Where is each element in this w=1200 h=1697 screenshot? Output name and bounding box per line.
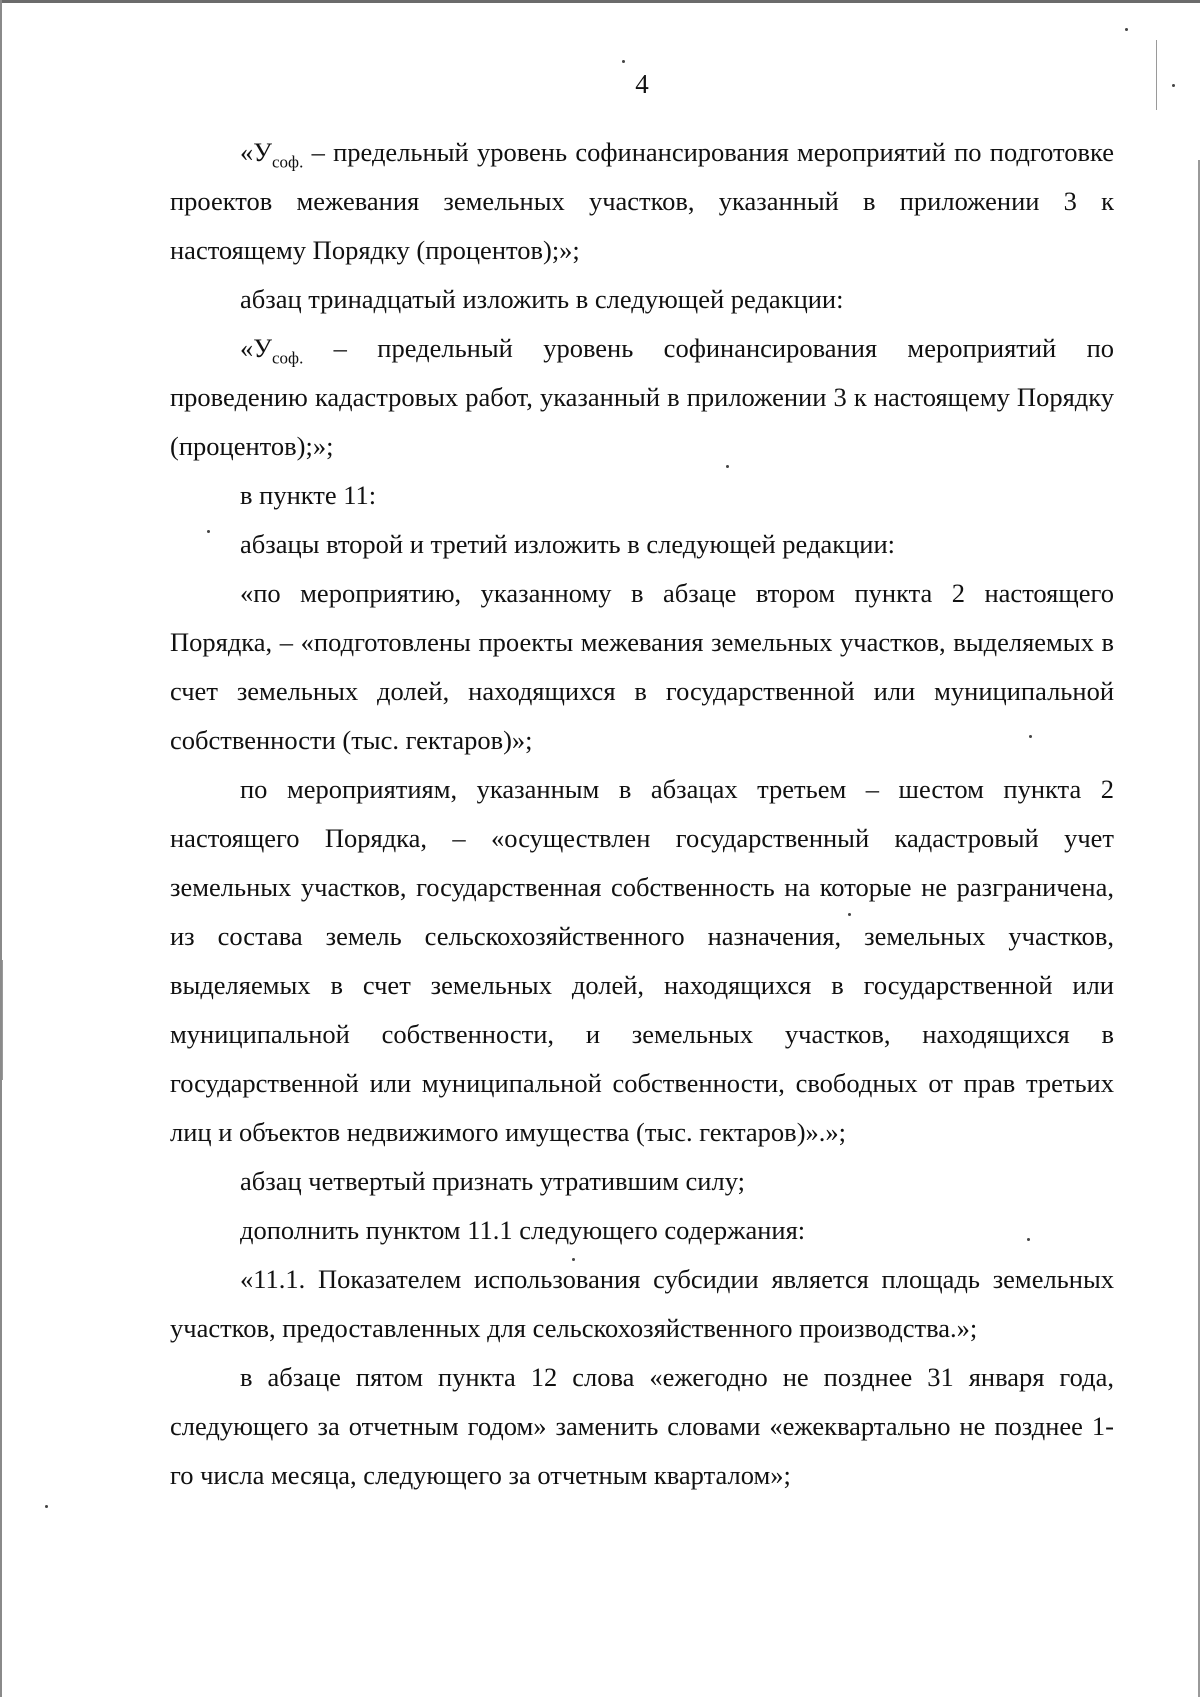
paragraph: «11.1. Показателем использования субсидии является площадь земельных участков, предоставленных для сельскохозяйственного производства.»; <box>170 1264 1114 1343</box>
paragraph-text: – предельный уровень софинансирования мероприятий по подготовке проектов межевания земельных участков, указанный в приложении 3 к настоящему Порядку (процентов);»; <box>170 137 1114 265</box>
paragraph: в абзаце пятом пункта 12 слова «ежегодно не позднее 31 января года, следующего за отчетным годом» заменить словами «ежеквартально не позднее 1-го числа месяца, следующего за отчетным кварталом»; <box>170 1362 1114 1490</box>
paragraph: абзац четвертый признать утратившим силу; <box>240 1166 745 1196</box>
paragraph-lead: «У <box>240 333 273 363</box>
paragraph: дополнить пунктом 11.1 следующего содержания: <box>240 1215 806 1245</box>
paragraph <box>170 128 1114 275</box>
document-body <box>170 128 1114 1500</box>
scan-left-edge <box>0 0 2 1697</box>
paragraph-lead: «У <box>240 137 273 167</box>
scan-speck <box>45 1505 48 1508</box>
paragraph-text: – предельный уровень софинансирования мероприятий по проведению кадастровых работ, указанный в приложении 3 к настоящему Порядку (процентов);»; <box>170 333 1114 461</box>
paragraph: абзацы второй и третий изложить в следующей редакции: <box>240 529 895 559</box>
paragraph: «по мероприятию, указанному в абзаце втором пункта 2 настоящего Порядка, – «подготовлены проекты межевания земельных участков, выделяемых в счет земельных долей, находящихся в государственной или муниципальной собственности (тыс. гектаров)»; <box>170 578 1114 755</box>
scan-speck <box>622 60 625 63</box>
paragraph: абзац тринадцатый изложить в следующей редакции: <box>240 284 844 314</box>
paragraph: в пункте 11: <box>240 480 377 510</box>
scan-margin-mark <box>2 960 3 1080</box>
subscript: соф. <box>272 152 304 172</box>
subscript: соф. <box>272 348 304 368</box>
scan-top-edge <box>0 0 1200 3</box>
page-number: 4 <box>635 69 649 99</box>
scan-speck <box>1125 28 1128 31</box>
paragraph <box>170 324 1114 471</box>
paragraph: по мероприятиям, указанным в абзацах третьем – шестом пункта 2 настоящего Порядка, – «осуществлен государственный кадастровый учет земельных участков, государственная собственность на которые не разграничена, из состава земель сельскохозяйственного назначения, земельных участков, выделяемых в счет земельных долей, находящихся в государственной или муниципальной собственности, и земельных участков, находящихся в государственной или муниципальной собственности, свободных от прав третьих лиц и объектов недвижимого имущества (тыс. гектаров)».»; <box>170 774 1114 1147</box>
